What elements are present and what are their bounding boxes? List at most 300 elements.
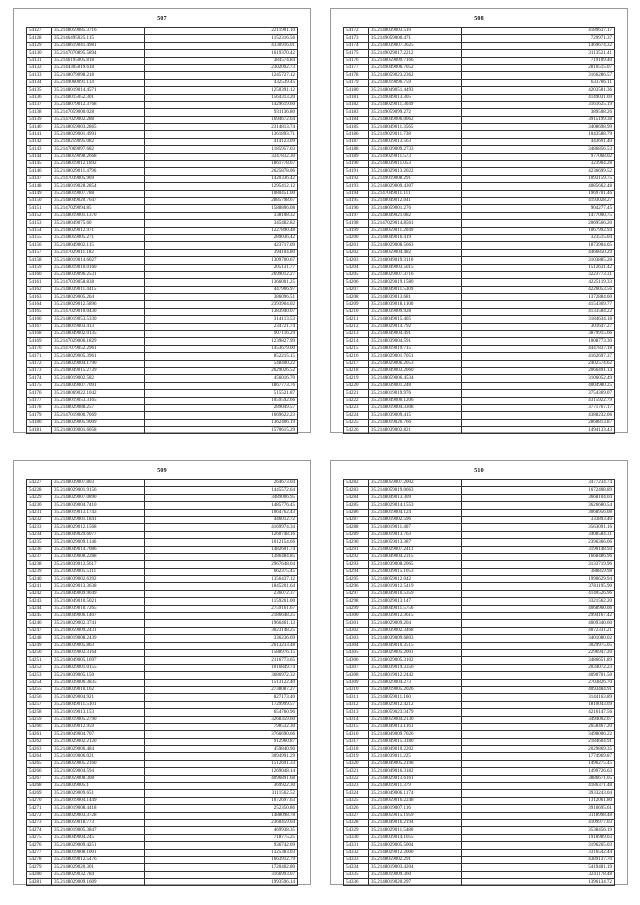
coordinate-cell: 35.2148029007.2411 (369, 546, 462, 553)
coordinate-cell: 35.2149019008.291 (369, 175, 462, 182)
point-id-cell: 54259 (27, 716, 52, 723)
value-cell: 1269048.14 (145, 768, 298, 775)
value-cell: 3498006.22 (462, 731, 615, 738)
table-row (344, 161, 615, 168)
value-cell: 1720402.80 (145, 864, 298, 871)
value-cell: 423717.09 (145, 242, 298, 249)
point-id-cell: 54279 (27, 864, 52, 871)
table-row (27, 294, 298, 301)
value-cell: 3538456.19 (462, 827, 615, 834)
table-row (27, 539, 298, 546)
table-row (27, 701, 298, 708)
coordinate-cell: 35.2148049016.419 (369, 234, 462, 241)
table-row (344, 271, 615, 278)
coordinate-cell: 35.2148039005.1 (52, 783, 145, 790)
value-cell: 323904.28 (462, 161, 615, 168)
value-cell: 3161625.19 (462, 101, 615, 108)
point-id-cell: 54241 (27, 583, 52, 590)
coordinate-cell: 35.2148029004.1790 (52, 360, 145, 367)
point-id-cell: 54212 (344, 323, 369, 330)
coordinate-cell: 35.2148029001.1841 (52, 516, 145, 523)
point-id-cell: 54243 (27, 598, 52, 605)
value-cell: 3486856.53 (462, 146, 615, 153)
point-id-cell: 54238 (27, 561, 52, 568)
point-id-cell: 54249 (27, 642, 52, 649)
coordinate-cell: 35.2148019019.976 (369, 390, 462, 397)
value-cell: 654760.96 (145, 709, 298, 716)
value-cell: 1918989.03 (462, 834, 615, 841)
coordinate-cell: 35.2148059009.7166 (369, 57, 462, 64)
value-cell: 1396134.72 (462, 879, 615, 886)
coordinate-cell: 35.2148019003.4204 (369, 864, 462, 871)
point-id-cell: 54155 (27, 234, 52, 241)
coordinate-cell: 35.2148019096.759 (369, 79, 462, 86)
point-id-cell: 54267 (27, 775, 52, 782)
table-row (27, 819, 298, 826)
table-row (27, 531, 298, 538)
point-id-cell: 54210 (344, 308, 369, 315)
point-id-cell: 54222 (344, 397, 369, 404)
point-id-cell: 54252 (27, 664, 52, 671)
coordinate-cell: 35.2149059000.471 (369, 35, 462, 42)
table-row (27, 257, 298, 264)
point-id-cell: 54190 (344, 161, 369, 168)
table-row (344, 649, 615, 656)
coordinate-cell: 35.2148039011.225 (369, 753, 462, 760)
table-row (344, 131, 615, 138)
page-number: 508 (474, 16, 484, 22)
value-cell: 1513122.40 (145, 679, 298, 686)
value-cell: 1250391.12 (145, 87, 298, 94)
point-id-cell: 54146 (27, 168, 52, 175)
value-cell: 3166993.07 (145, 871, 298, 878)
point-id-cell: 54272 (27, 812, 52, 819)
point-id-cell: 54219 (344, 375, 369, 382)
value-cell: 323515.04 (462, 234, 615, 241)
point-id-cell: 54160 (27, 271, 52, 278)
point-id-cell: 54228 (27, 487, 52, 494)
value-cell: 1570615.29 (145, 427, 298, 434)
table-row (27, 783, 298, 790)
point-id-cell: 54288 (344, 524, 369, 531)
point-id-cell: 54186 (344, 131, 369, 138)
table-row (27, 279, 298, 286)
value-cell: 5419481.19 (462, 864, 615, 871)
point-id-cell: 54164 (27, 301, 52, 308)
point-id-cell: 54262 (27, 738, 52, 745)
value-cell: 1239827.99 (145, 338, 298, 345)
value-cell: 394104.80 (145, 249, 298, 256)
coordinate-cell: 35.2148019019.715 (369, 345, 462, 352)
table-row (27, 524, 298, 531)
point-id-cell: 54127 (27, 28, 52, 35)
coordinate-cell: 35.2148039005.863 (52, 642, 145, 649)
value-cell: 252350.86 (145, 805, 298, 812)
table-row (344, 657, 615, 664)
point-id-cell: 54173 (27, 367, 52, 374)
value-cell: 236072.37 (145, 590, 298, 597)
coordinate-cell: 35.2147039005.969 (52, 175, 145, 182)
point-id-cell: 54321 (344, 768, 369, 775)
table-row (27, 664, 298, 671)
coordinate-cell: 35.2148039012.3615 (369, 613, 462, 620)
value-cell: 1366001.25 (145, 279, 298, 286)
table-row (27, 212, 298, 219)
coordinate-cell: 35.2148059004.2130 (369, 716, 462, 723)
value-cell: 1990629.94 (462, 576, 615, 583)
coordinate-cell: 35.2148039006.3835 (52, 679, 145, 686)
point-id-cell: 54246 (27, 620, 52, 627)
value-cell: 3771767.17 (462, 404, 615, 411)
value-cell: 1067992.94 (462, 227, 615, 234)
value-cell: 1043588.79 (462, 131, 615, 138)
point-id-cell: 54156 (27, 242, 52, 249)
table-row (344, 524, 615, 531)
coordinate-cell: 35.2147029002.288 (52, 116, 145, 123)
table-row (344, 738, 615, 745)
table-row (344, 716, 615, 723)
point-id-cell: 54211 (344, 316, 369, 323)
value-cell: 3241178.48 (462, 871, 615, 878)
value-cell: 3347832.30 (145, 153, 298, 160)
point-id-cell: 54292 (344, 553, 369, 560)
value-cell: 338108.32 (145, 212, 298, 219)
point-id-cell: 54169 (27, 338, 52, 345)
coordinate-cell: 35.2148039002.3468 (369, 627, 462, 634)
coordinate-cell: 35.2148049011.5101 (52, 701, 145, 708)
value-cell: 345482.82 (145, 220, 298, 227)
coordinate-cell: 35.2148059019.0663 (369, 487, 462, 494)
table-row (344, 539, 615, 546)
table-row (27, 738, 298, 745)
coordinate-cell: 35.2148019028.2854 (52, 183, 145, 190)
value-cell: 1845201.64 (145, 583, 298, 590)
point-id-cell: 54143 (27, 146, 52, 153)
table-row (27, 234, 298, 241)
coordinate-cell: 35.2148039007.3625 (369, 42, 462, 49)
point-id-cell: 54284 (344, 494, 369, 501)
point-id-cell: 54247 (27, 627, 52, 634)
value-cell: 4186371.48 (462, 783, 615, 790)
table-row (27, 353, 298, 360)
coordinate-cell: 35.2148059023.3479 (369, 709, 462, 716)
point-id-cell: 54161 (27, 279, 52, 286)
table-row (344, 116, 615, 123)
value-cell: 4466850.29 (462, 249, 615, 256)
table-row (344, 427, 615, 434)
point-id-cell: 54285 (344, 502, 369, 509)
value-cell: 1774969.87 (462, 753, 615, 760)
coordinate-cell: 35.2148029001.9156 (52, 487, 145, 494)
table-row (344, 598, 615, 605)
value-cell: 907116.29 (145, 331, 298, 338)
coordinate-cell: 35.2148039014.1055 (369, 834, 462, 841)
table-row (344, 746, 615, 753)
table-row (344, 79, 615, 86)
value-cell: 1873904.05 (462, 242, 615, 249)
table-row (344, 190, 615, 197)
point-id-cell: 54133 (27, 72, 52, 79)
table-row (344, 197, 615, 204)
coordinate-cell: 35.2148029009.1609 (52, 879, 145, 886)
point-id-cell: 54175 (344, 50, 369, 57)
value-cell: 3094991.29 (145, 753, 298, 760)
value-cell: 1810043.69 (462, 701, 615, 708)
coordinate-cell: 35.2148049029.6077 (52, 531, 145, 538)
coordinate-cell: 35.2148029002.2120 (52, 738, 145, 745)
coordinate-cell: 35.2148029005.3102 (369, 657, 462, 664)
value-cell: 469938.35 (145, 827, 298, 834)
table-row (27, 635, 298, 642)
point-id-cell: 54271 (27, 805, 52, 812)
point-id-cell: 54231 (27, 509, 52, 516)
value-cell: 4090701.50 (462, 672, 615, 679)
value-cell: 3268359.60 (145, 716, 298, 723)
point-id-cell: 54221 (344, 390, 369, 397)
value-cell: 234721.74 (145, 323, 298, 330)
point-id-cell: 54263 (27, 746, 52, 753)
coordinate-cell: 35.2148049004.245 (52, 834, 145, 841)
table-row (344, 308, 615, 315)
value-cell: 384574.84 (145, 57, 298, 64)
point-id-cell: 54309 (344, 679, 369, 686)
coordinate-cell: 35.2148019014.4571 (52, 87, 145, 94)
value-cell: 3401080.02 (462, 635, 615, 642)
value-cell: 3754369.07 (462, 390, 615, 397)
point-id-cell: 54294 (344, 568, 369, 575)
coordinate-cell: 35.2148039001.6058 (52, 427, 145, 434)
coordinate-cell: 35.2148029013.2022 (369, 168, 462, 175)
coordinate-cell: 35.2148029014.792 (369, 323, 462, 330)
value-cell: 3118998.48 (462, 812, 615, 819)
point-id-cell: 54305 (344, 649, 369, 656)
value-cell: 1694672.64 (145, 116, 298, 123)
point-id-cell: 54235 (27, 539, 52, 546)
table-row (344, 576, 615, 583)
coordinate-cell: 35.2148049051.4493 (369, 87, 462, 94)
point-id-cell: 54314 (344, 716, 369, 723)
table-row (344, 753, 615, 760)
table-row (27, 657, 298, 664)
point-id-cell: 54152 (27, 212, 52, 219)
coordinate-cell: 35.2148019013.763 (369, 531, 462, 538)
coordinate-cell: 35.2148039009.415 (369, 412, 462, 419)
coordinate-cell: 35.2148619041.4981 (52, 42, 145, 49)
coordinate-cell: 35.2149029017.2212 (369, 50, 462, 57)
point-id-cell: 54330 (344, 834, 369, 841)
table-row (27, 331, 298, 338)
table-row (27, 220, 298, 227)
value-cell: 4009340.60 (462, 620, 615, 627)
value-cell: 2625878.06 (145, 168, 298, 175)
coordinate-cell: 35.2148059012.042 (369, 576, 462, 583)
value-cell: 4133584.22 (462, 308, 615, 315)
point-id-cell: 54134 (27, 79, 52, 86)
coordinate-cell: 35.2148049004.707 (52, 731, 145, 738)
value-cell: 4193028.27 (462, 197, 615, 204)
value-cell: 1295412.12 (145, 183, 298, 190)
coordinate-cell: 35.2148019011.379 (369, 783, 462, 790)
value-cell: 1372884.60 (462, 294, 615, 301)
point-id-cell: 54158 (27, 257, 52, 264)
coordinate-cell: 35.2148029005.5004 (369, 842, 462, 849)
coordinate-cell: 35.2148029006.2053 (369, 360, 462, 367)
value-cell: 386096.51 (145, 294, 298, 301)
coordinate-cell: 35.2148049015.2739 (52, 367, 145, 374)
value-cell: 2314813.74 (145, 124, 298, 131)
table-row (27, 427, 298, 434)
point-id-cell: 54287 (344, 516, 369, 523)
point-id-cell: 54176 (27, 390, 52, 397)
coordinate-cell: 35.2146495025.115 (52, 35, 145, 42)
value-cell: 1420336.42 (145, 175, 298, 182)
page-number: 507 (157, 16, 167, 22)
table-row (344, 353, 615, 360)
value-cell: 3489006.95 (145, 494, 298, 501)
value-cell: 301647.27 (462, 323, 615, 330)
point-id-cell: 54320 (344, 760, 369, 767)
value-cell: 1969701.46 (462, 190, 615, 197)
coordinate-table (26, 479, 298, 886)
table-row (27, 286, 298, 293)
coordinate-cell: 35.2148039007.803 (52, 480, 145, 487)
point-id-cell: 54180 (27, 419, 52, 426)
coordinate-cell: 35.2148029014.1553 (369, 502, 462, 509)
table-row (344, 138, 615, 145)
coordinate-cell: 35.2148019026.766 (369, 419, 462, 426)
coordinate-cell: 35.2148049011.5756 (369, 605, 462, 612)
value-cell: 1867773.76 (145, 382, 298, 389)
table-row (344, 183, 615, 190)
value-cell: 432539.45 (145, 79, 298, 86)
table-row (344, 760, 615, 767)
coordinate-cell: 35.2148029001.0155 (52, 664, 145, 671)
point-id-cell: 54215 (344, 345, 369, 352)
coordinate-cell: 35.2148029009.204 (369, 620, 462, 627)
coordinate-cell: 35.2148039002.6392 (52, 576, 145, 583)
value-cell: 4226053.56 (462, 286, 615, 293)
point-id-cell: 54313 (344, 709, 369, 716)
value-cell: 2868813.87 (462, 419, 615, 426)
table-row (344, 367, 615, 374)
value-cell: 2810515.07 (462, 64, 615, 71)
table-row (344, 553, 615, 560)
coordinate-cell: 35.2147029006.1829 (52, 338, 145, 345)
coordinate-cell: 35.2148029006.484 (52, 746, 145, 753)
value-cell: 2186648.25 (145, 613, 298, 620)
table-row (27, 827, 298, 834)
point-id-cell: 54180 (344, 87, 369, 94)
page-510 (330, 460, 628, 885)
table-row (344, 864, 615, 871)
coordinate-cell: 35.2148049010.5021 (52, 598, 145, 605)
value-cell: 1016849.74 (145, 664, 298, 671)
table-row (344, 360, 615, 367)
table-row (344, 101, 615, 108)
coordinate-cell: 35.2148059009.2431 (52, 627, 145, 634)
value-cell: 2302092.73 (145, 64, 298, 71)
value-cell: 3068956.08 (462, 509, 615, 516)
point-id-cell: 54177 (344, 64, 369, 71)
point-id-cell: 54316 (344, 731, 369, 738)
value-cell: 1362406.19 (145, 419, 298, 426)
coordinate-cell: 35.2148029004.921 (52, 694, 145, 701)
value-cell: 1245727.12 (145, 72, 298, 79)
coordinate-cell: 35.2148029009.651 (52, 790, 145, 797)
table-row (27, 338, 298, 345)
point-id-cell: 54306 (344, 657, 369, 664)
table-row (27, 87, 298, 94)
value-cell: 2034072.23 (462, 664, 615, 671)
coordinate-cell: 35.2148079098.218 (52, 72, 145, 79)
table-row (344, 412, 615, 419)
value-cell: 3477234.74 (462, 480, 615, 487)
value-cell: 1093159.75 (462, 175, 615, 182)
point-id-cell: 54194 (344, 190, 369, 197)
value-cell: 447906.97 (145, 286, 298, 293)
table-row (344, 672, 615, 679)
table-row (27, 598, 298, 605)
value-cell: 1496275.45 (462, 760, 615, 767)
point-id-cell: 54175 (27, 382, 52, 389)
value-cell: 4388232.06 (462, 412, 615, 419)
table-row (344, 375, 615, 382)
coordinate-cell: 35.2148029011.5480 (369, 827, 462, 834)
point-id-cell: 54220 (344, 382, 369, 389)
point-id-cell: 54304 (344, 642, 369, 649)
table-row (27, 175, 298, 182)
value-cell: 3316542.44 (462, 849, 615, 856)
table-row (344, 64, 615, 71)
value-cell: 977068.02 (462, 153, 615, 160)
table-row (27, 694, 298, 701)
coordinate-cell: 35.2148049005.2198 (369, 760, 462, 767)
coordinate-cell: 35.2148049010.3515 (369, 642, 462, 649)
value-cell: 336236.69 (145, 635, 298, 642)
coordinate-cell: 35.2148019012.1892 (52, 161, 145, 168)
table-row (344, 109, 615, 116)
coordinate-cell: 35.2148049013.309 (369, 494, 462, 501)
table-row (27, 382, 298, 389)
coordinate-cell: 35.2148019013.1743 (52, 509, 145, 516)
point-id-cell: 54185 (344, 124, 369, 131)
coordinate-cell: 35.2148015052.301 (52, 94, 145, 101)
table-row (27, 790, 298, 797)
point-id-cell: 54283 (344, 487, 369, 494)
value-cell: 3321562.20 (462, 598, 615, 605)
table-row (27, 590, 298, 597)
coordinate-cell: 35.2148019008.2439 (52, 635, 145, 642)
value-cell: 3190148.94 (462, 546, 615, 553)
coordinate-table (343, 27, 615, 434)
coordinate-cell: 35.2148029012.1568 (52, 524, 145, 531)
value-cell: 2029869.35 (462, 746, 615, 753)
value-cell: 2116773.65 (145, 657, 298, 664)
point-id-cell: 54308 (344, 672, 369, 679)
point-id-cell: 54135 (27, 87, 52, 94)
table-row (344, 345, 615, 352)
value-cell: 1159261.00 (145, 598, 298, 605)
value-cell: 4447837.18 (462, 345, 615, 352)
table-row (344, 775, 615, 782)
table-row (344, 620, 615, 627)
value-cell: 3933243.04 (462, 790, 615, 797)
coordinate-cell: 35.2148049019.3110 (369, 257, 462, 264)
table-row (344, 419, 615, 426)
table-row (27, 760, 298, 767)
table-row (27, 345, 298, 352)
point-id-cell: 54209 (344, 301, 369, 308)
